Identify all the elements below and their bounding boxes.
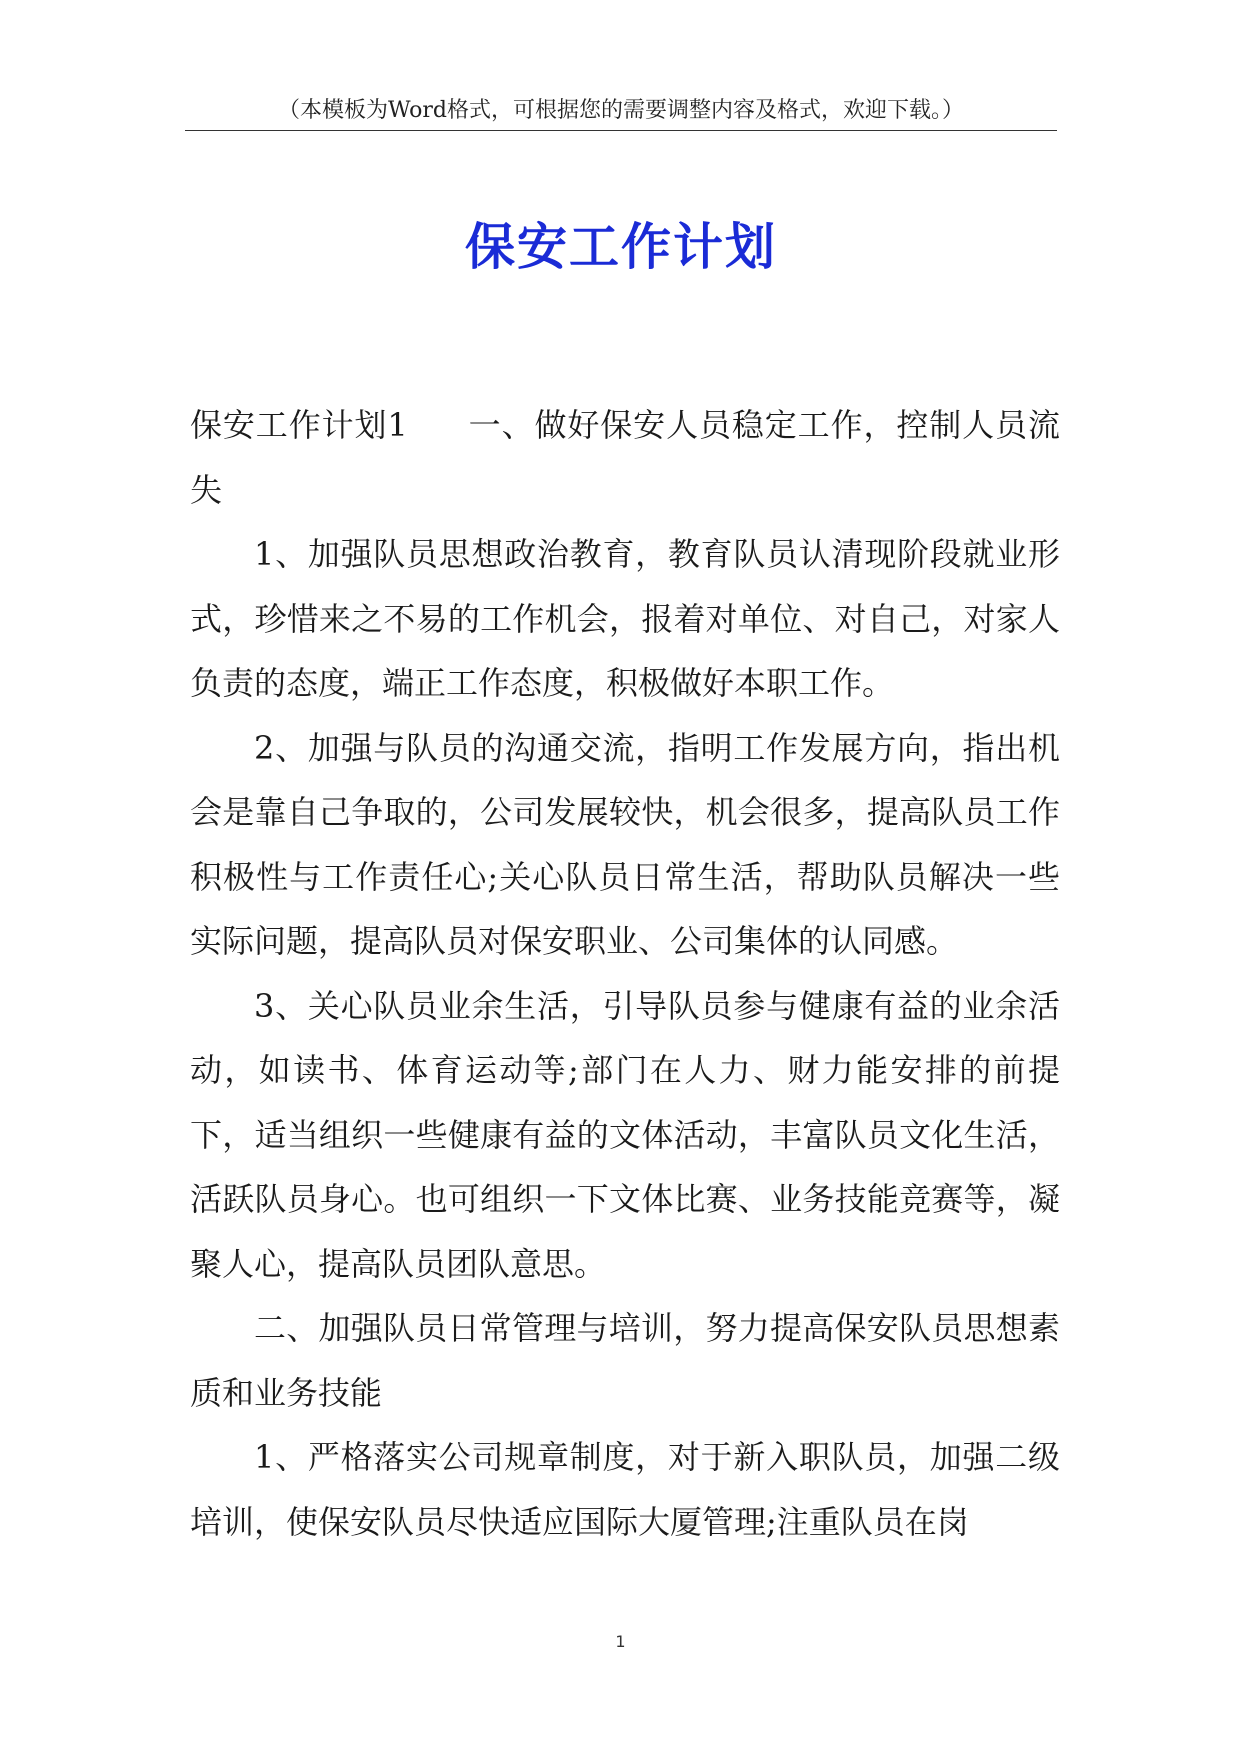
paragraph-3: 3、关心队员业余生活，引导队员参与健康有益的业余活动，如读书、体育运动等;部门在人力、财力能安排的前提下，适当组织一些健康有益的文体活动，丰富队员文化生活，活跃队员身心。也可组织一下文体比赛、业务技能竞赛等，凝聚人心，提高队员团队意思。 (190, 986, 1060, 1283)
intro-paragraph (190, 393, 1060, 522)
paragraph-1: 1、加强队员思想政治教育，教育队员认清现阶段就业形式，珍惜来之不易的工作机会，报着对单位、对自己，对家人负责的态度，端正工作态度，积极做好本职工作。 (190, 535, 1060, 702)
section-heading-2: 二、加强队员日常管理与培训，努力提高保安队员思想素质和业务技能 (190, 1309, 1060, 1412)
header-note: （本模板为Word格式，可根据您的需要调整内容及格式，欢迎下载。） (278, 98, 964, 123)
document-body (190, 393, 1060, 1554)
paragraph-4: 1、严格落实公司规章制度，对于新入职队员，加强二级培训，使保安队员尽快适应国际大厦管理;注重队员在岗 (190, 1438, 1060, 1541)
document-title: 保安工作计划 (465, 217, 777, 276)
paragraph-2: 2、加强与队员的沟通交流，指明工作发展方向，指出机会是靠自己争取的，公司发展较快，机会很多，提高队员工作积极性与工作责任心;关心队员日常生活，帮助队员解决一些实际问题，提高队员对保安职业、公司集体的认同感。 (190, 728, 1060, 960)
section-subtitle: 保安工作计划1 (190, 406, 408, 444)
page-number: 1 (615, 1632, 626, 1651)
header-divider (185, 130, 1057, 131)
section-heading-1: 一、做好保安人员稳定工作，控制人员流失 (190, 406, 1060, 509)
